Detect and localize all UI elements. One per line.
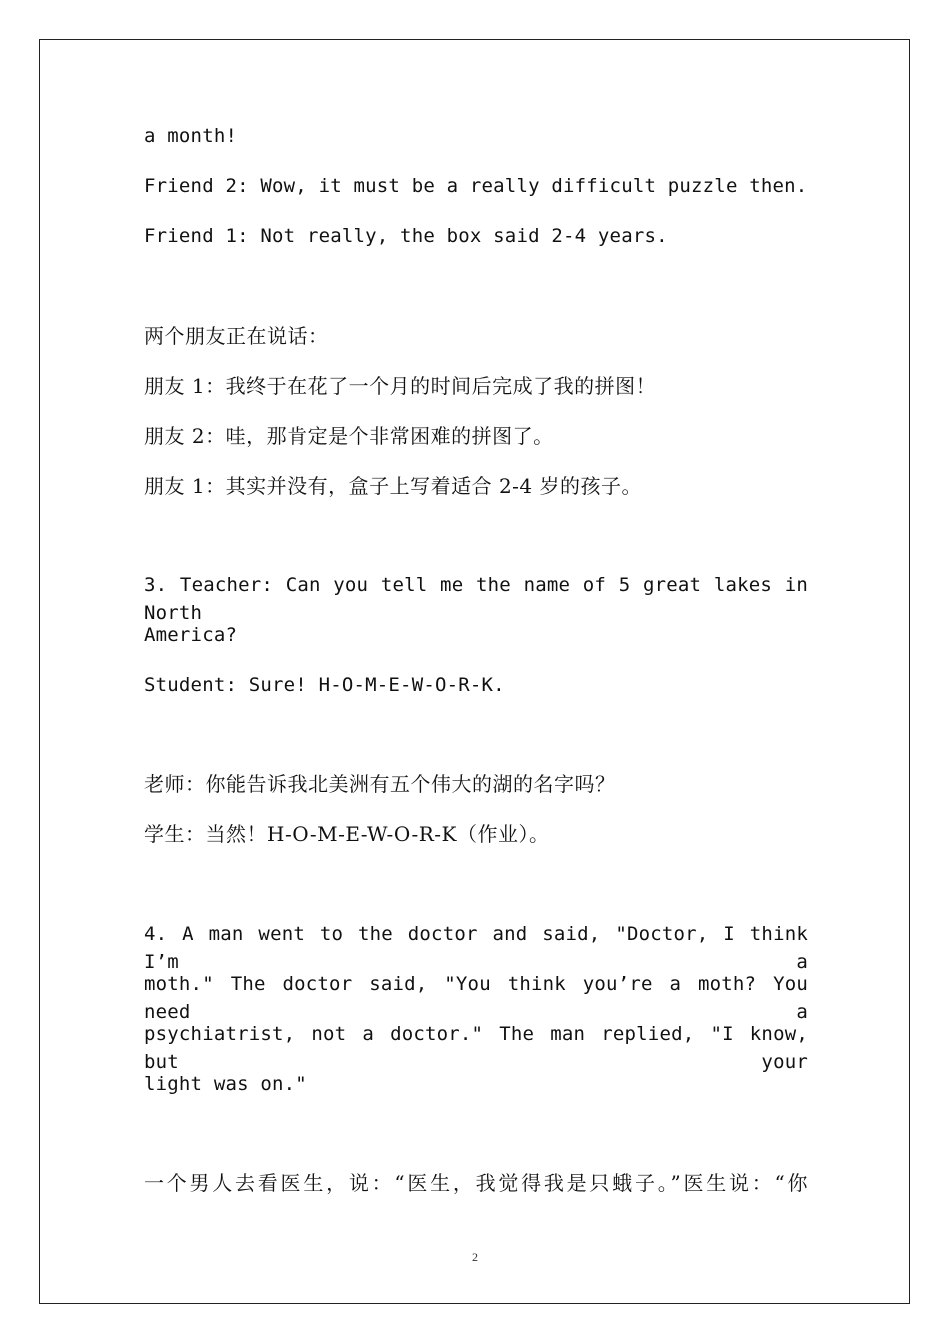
text-line: light was on." [144,1073,307,1095]
text-line: 朋友 2：哇，那肯定是个非常困难的拼图了。 [144,424,554,448]
text-line: 两个朋友正在说话： [144,324,329,348]
text-line: 老师：你能告诉我北美洲有五个伟大的湖的名字吗？ [144,772,616,796]
text-line: Student: Sure! H-O-M-E-W-O-R-K. [144,674,505,696]
text-line: moth." The doctor said, "You think you’re a moth? You need a [144,973,808,1023]
text-line: 3. Teacher: Can you tell me the name of 5 great lakes in North [144,574,808,624]
text-line: 朋友 1：其实并没有，盒子上写着适合 2-4 岁的孩子。 [144,474,643,498]
text-line: 朋友 1：我终于在花了一个月的时间后完成了我的拼图！ [144,374,657,398]
text-line: Friend 2: Wow, it must be a really difficult puzzle then. [144,175,808,197]
text-line: psychiatrist, not a doctor." The man replied, "I know, but your [144,1023,808,1073]
text-line: Friend 1: Not really, the box said 2-4 years. [144,225,668,247]
text-line: 学生：当然！H-O-M-E-W-O-R-K（作业）。 [144,822,550,846]
text-line: 一个男人去看医生，说：“医生，我觉得我是只蛾子。”医生说：“你 [144,1171,808,1195]
text-line: a month! [144,125,238,147]
page-number: 2 [472,1250,478,1264]
text-line: America? [144,624,238,646]
text-line: 4. A man went to the doctor and said, "Doctor, I think I’m a [144,923,808,973]
